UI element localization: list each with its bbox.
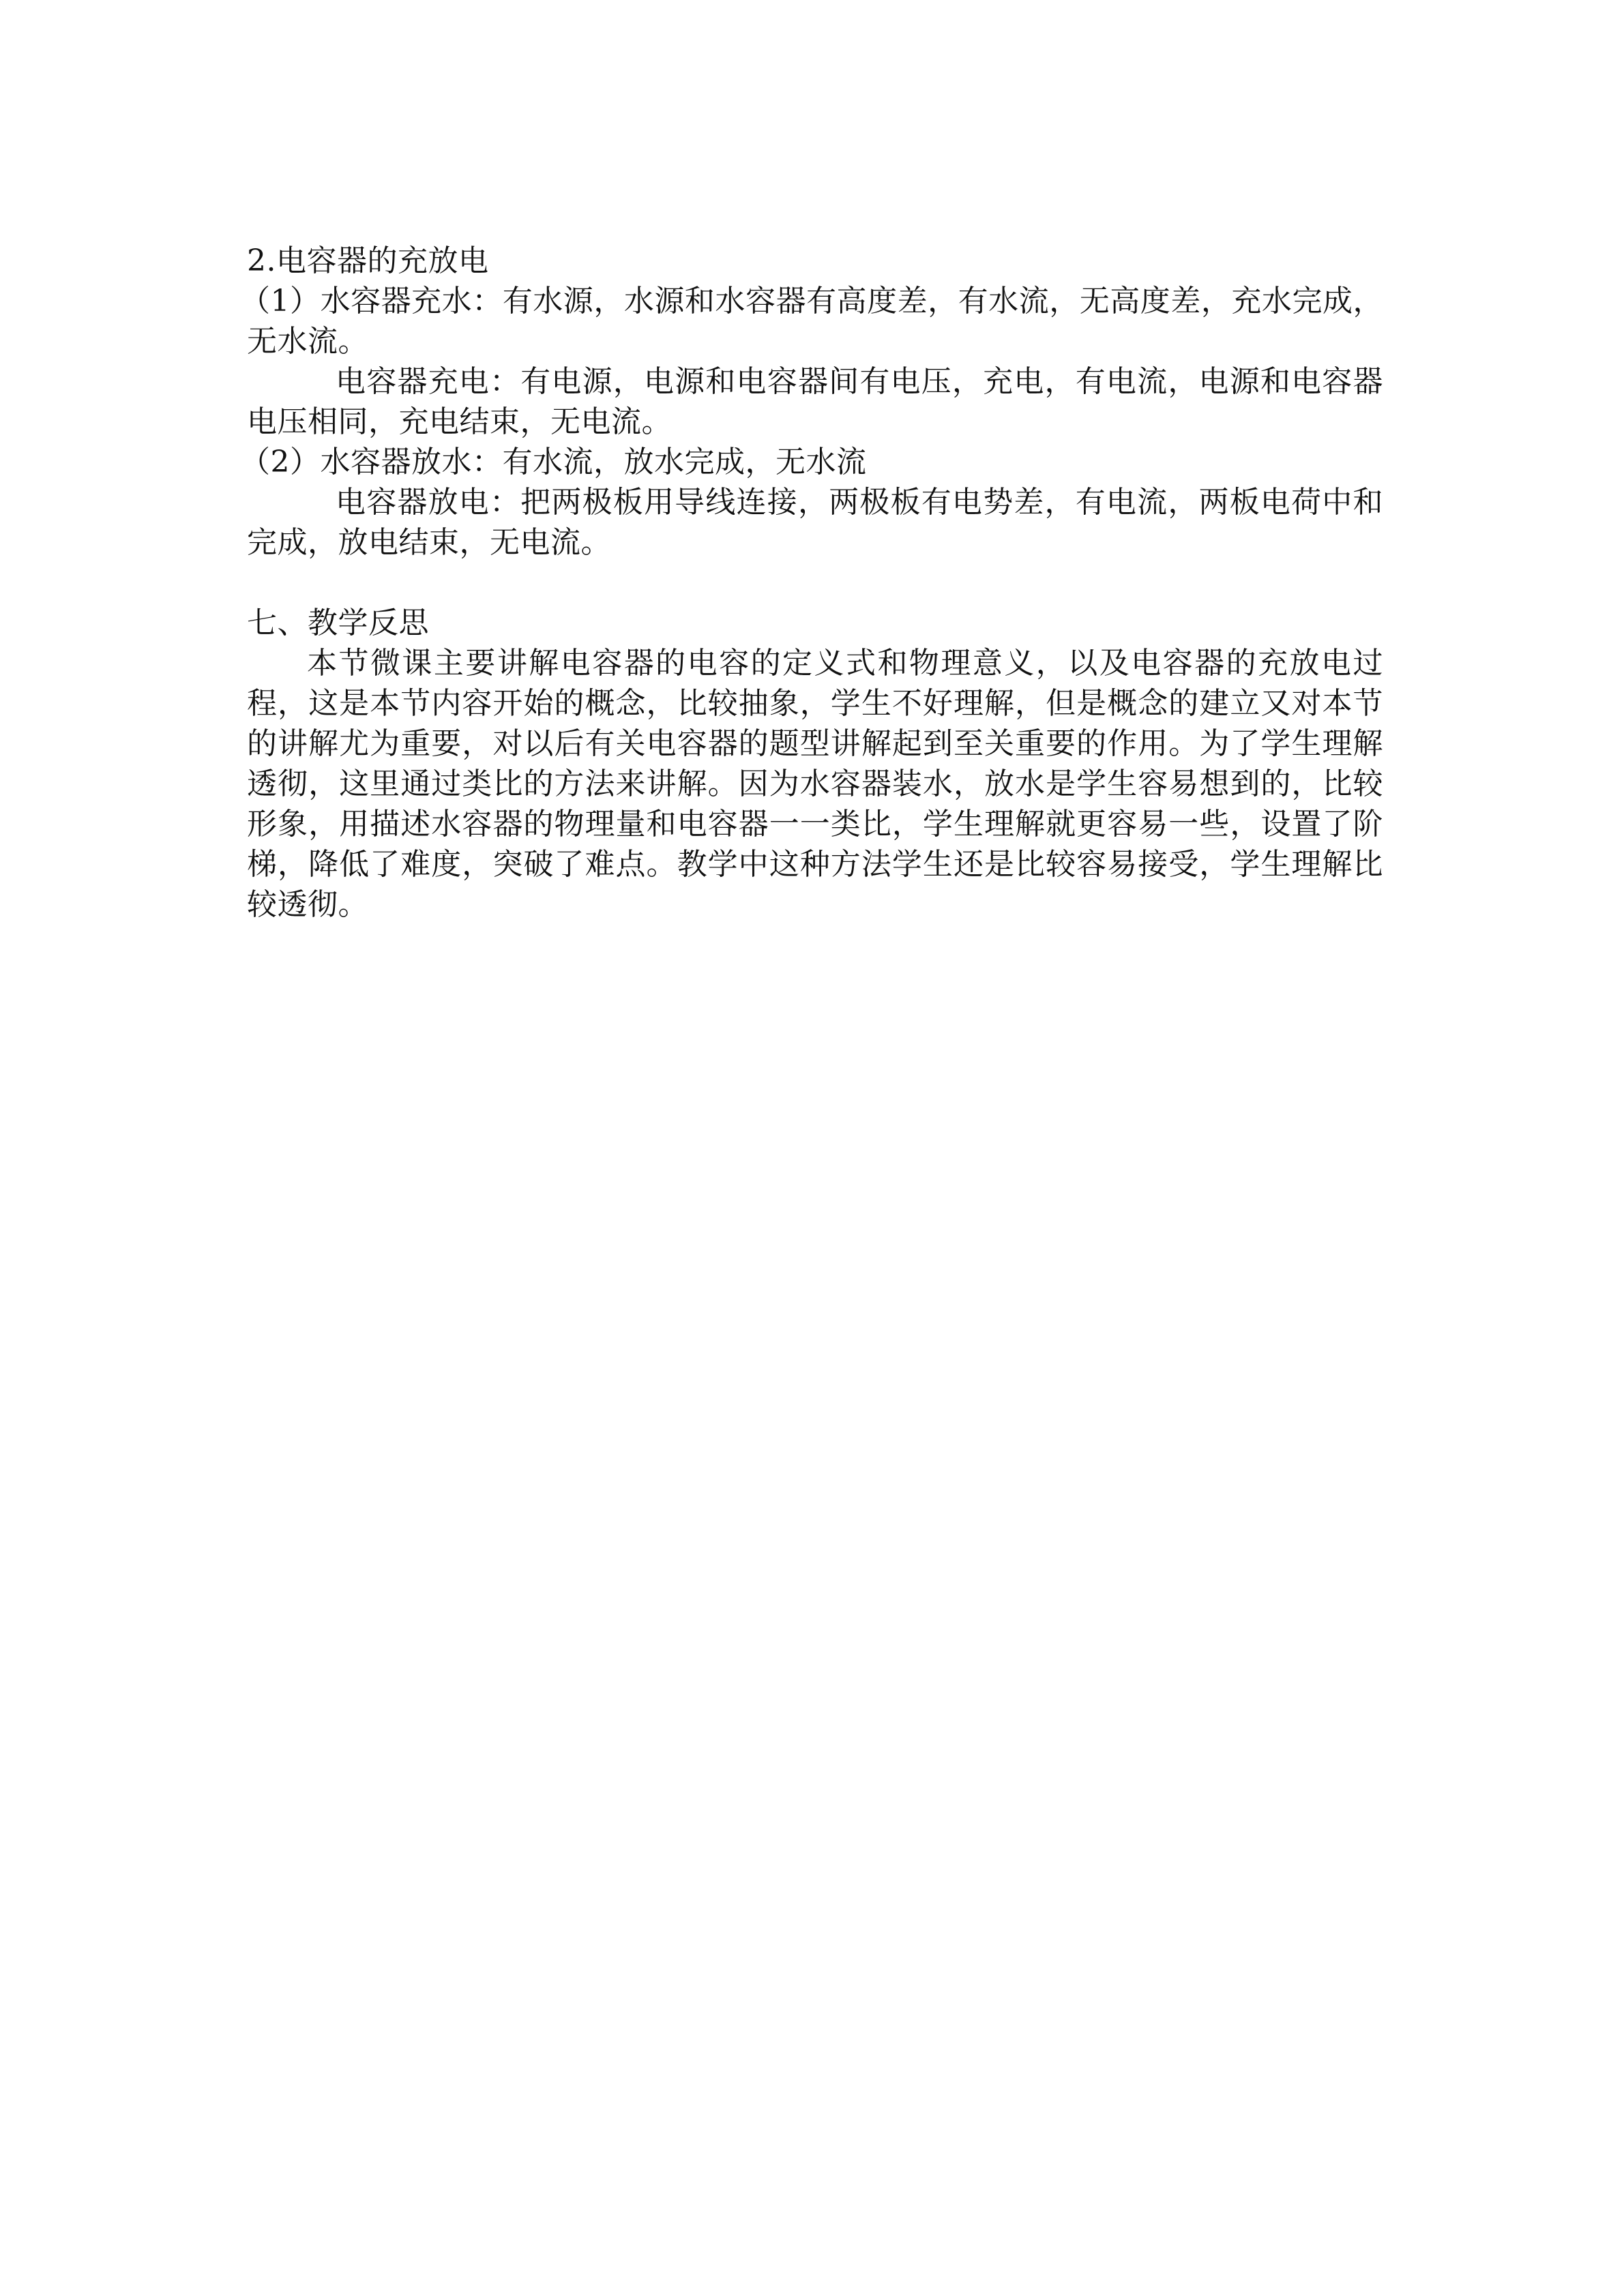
document-body: [240, 241, 1383, 925]
item-water-draining: [240, 442, 1383, 482]
section-spacer: [247, 563, 1383, 603]
item-water-filling: [240, 281, 1383, 361]
reflection-paragraph: 本节微课主要讲解电容器的电容的定义式和物理意义，以及电容器的充放电过程，这是本节内容开始的概念，比较抽象，学生不好理解，但是概念的建立又对本节的讲解尤为重要，对以后有关电容器的题型讲解起到至关重要的作用。为了学生理解透彻，这里通过类比的方法来讲解。因为水容器装水，放水是学生容易想到的，比较形象，用描述水容器的物理量和电容器一一类比，学生理解就更容易一些，设置了阶梯，降低了难度，突破了难点。教学中这种方法学生还是比较容易接受，学生理解比较透彻。: [247, 646, 1383, 922]
section-heading-teaching-reflection: 七、教学反思: [247, 606, 429, 640]
section-heading-charging-discharging: 2.电容器的充放电: [247, 243, 489, 278]
item-capacitor-charging: 电容器充电：有电源，电源和电容器间有电压，充电，有电流，电源和电容器电压相同，充电结束，无电流。: [247, 364, 1383, 439]
item-text: 水容器放水：有水流，放水完成，无水流: [320, 445, 867, 479]
item-text: 水容器充水：有水源，水源和水容器有高度差，有水流，无高度差，充水完成，无水流。: [247, 284, 1383, 359]
item-number-label: （1）: [240, 284, 321, 318]
item-number-label: （2）: [240, 445, 321, 479]
item-capacitor-discharging: 电容器放电：把两极板用导线连接，两极板有电势差，有电流，两板电荷中和完成，放电结束，无电流。: [247, 485, 1383, 560]
